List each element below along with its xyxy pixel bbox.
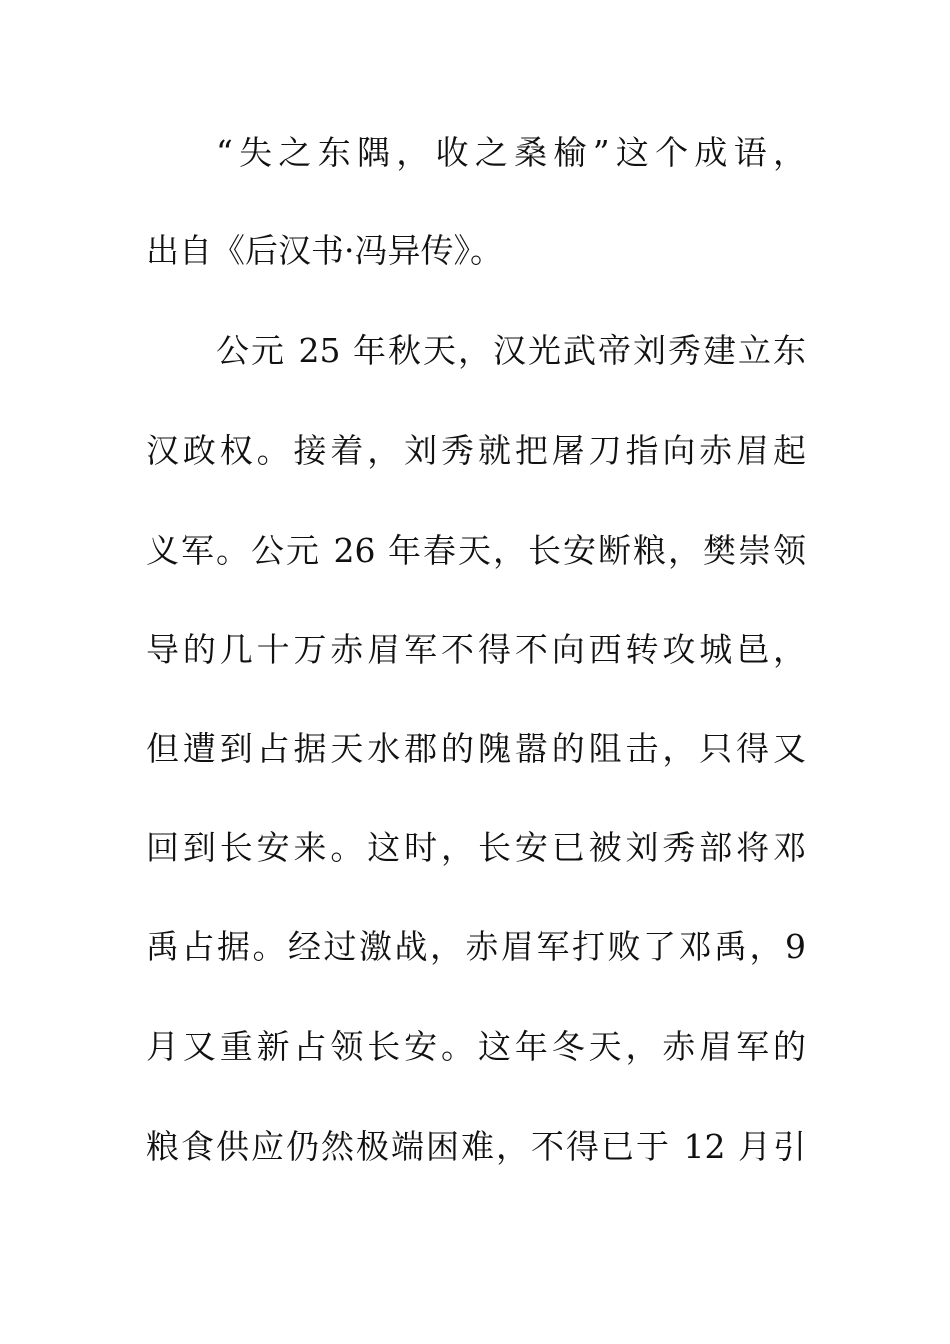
paragraph-2-line-9: 粮食供应仍然极端困难，不得已于 12 月引 xyxy=(146,1127,806,1166)
paragraph-1-line-1: “失之东隅，收之桑榆”这个成语， xyxy=(216,133,806,172)
paragraph-2-line-7: 禹占据。经过激战，赤眉军打败了邓禹，9 xyxy=(146,927,806,966)
paragraph-2-line-5: 但遭到占据天水郡的隗嚣的阻击，只得又 xyxy=(146,729,806,768)
paragraph-2-line-8: 月又重新占领长安。这年冬天，赤眉军的 xyxy=(146,1027,806,1066)
paragraph-2-line-6: 回到长安来。这时，长安已被刘秀部将邓 xyxy=(146,828,806,867)
paragraph-2-line-2: 汉政权。接着，刘秀就把屠刀指向赤眉起 xyxy=(146,431,806,470)
paragraph-2-line-1: 公元 25 年秋天，汉光武帝刘秀建立东 xyxy=(216,331,806,370)
paragraph-2-line-3: 义军。公元 26 年春天，长安断粮，樊崇领 xyxy=(146,531,806,570)
paragraph-1-line-2: 出自《后汉书·冯异传》。 xyxy=(146,231,503,270)
paragraph-2-line-4: 导的几十万赤眉军不得不向西转攻城邑， xyxy=(146,630,806,669)
